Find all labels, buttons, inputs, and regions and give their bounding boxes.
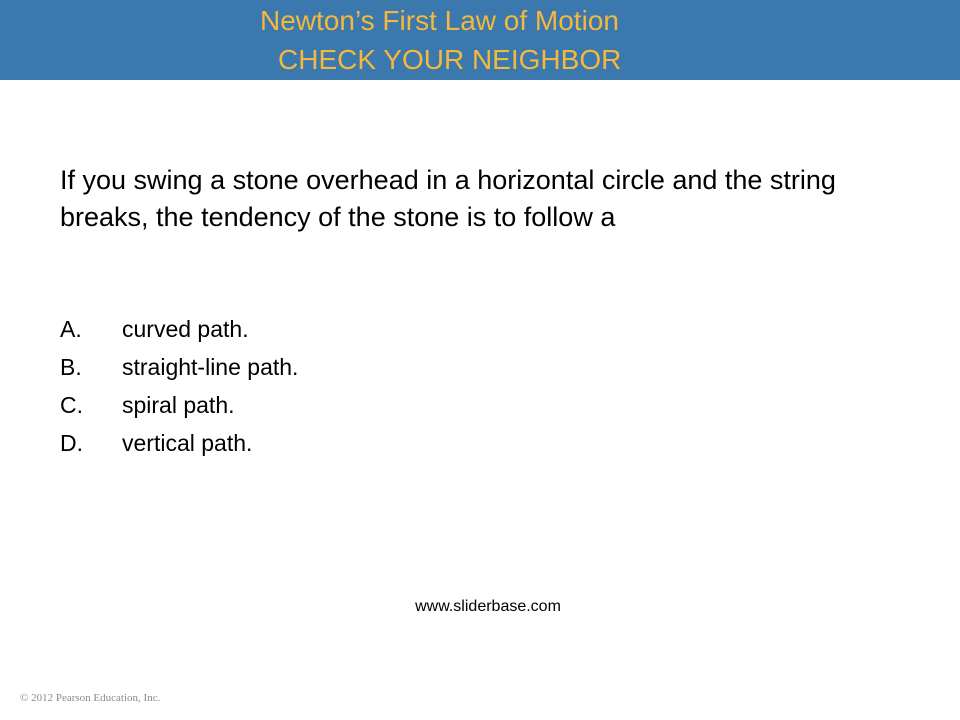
slide-title: Newton’s First Law of Motion	[260, 5, 619, 36]
choice-letter: D.	[60, 429, 83, 456]
answer-choices	[60, 310, 298, 462]
choice-b	[60, 348, 298, 386]
choice-d	[60, 424, 298, 462]
choice-text: straight-line path.	[122, 353, 299, 380]
website-url: www.sliderbase.com	[415, 598, 561, 615]
choice-letter: C.	[60, 391, 83, 418]
choice-a	[60, 310, 298, 348]
slide-subtitle: CHECK YOUR NEIGHBOR	[278, 44, 622, 75]
choice-letter: A.	[60, 315, 82, 342]
choice-letter: B.	[60, 353, 82, 380]
choice-text: curved path.	[122, 315, 249, 342]
choice-c	[60, 386, 298, 424]
choice-text: spiral path.	[122, 391, 235, 418]
copyright-notice: © 2012 Pearson Education, Inc.	[20, 692, 161, 704]
question-text: If you swing a stone overhead in a horizontal circle and the string breaks, the tendency of the stone is to follow a	[60, 165, 836, 232]
choice-text: vertical path.	[122, 429, 253, 456]
